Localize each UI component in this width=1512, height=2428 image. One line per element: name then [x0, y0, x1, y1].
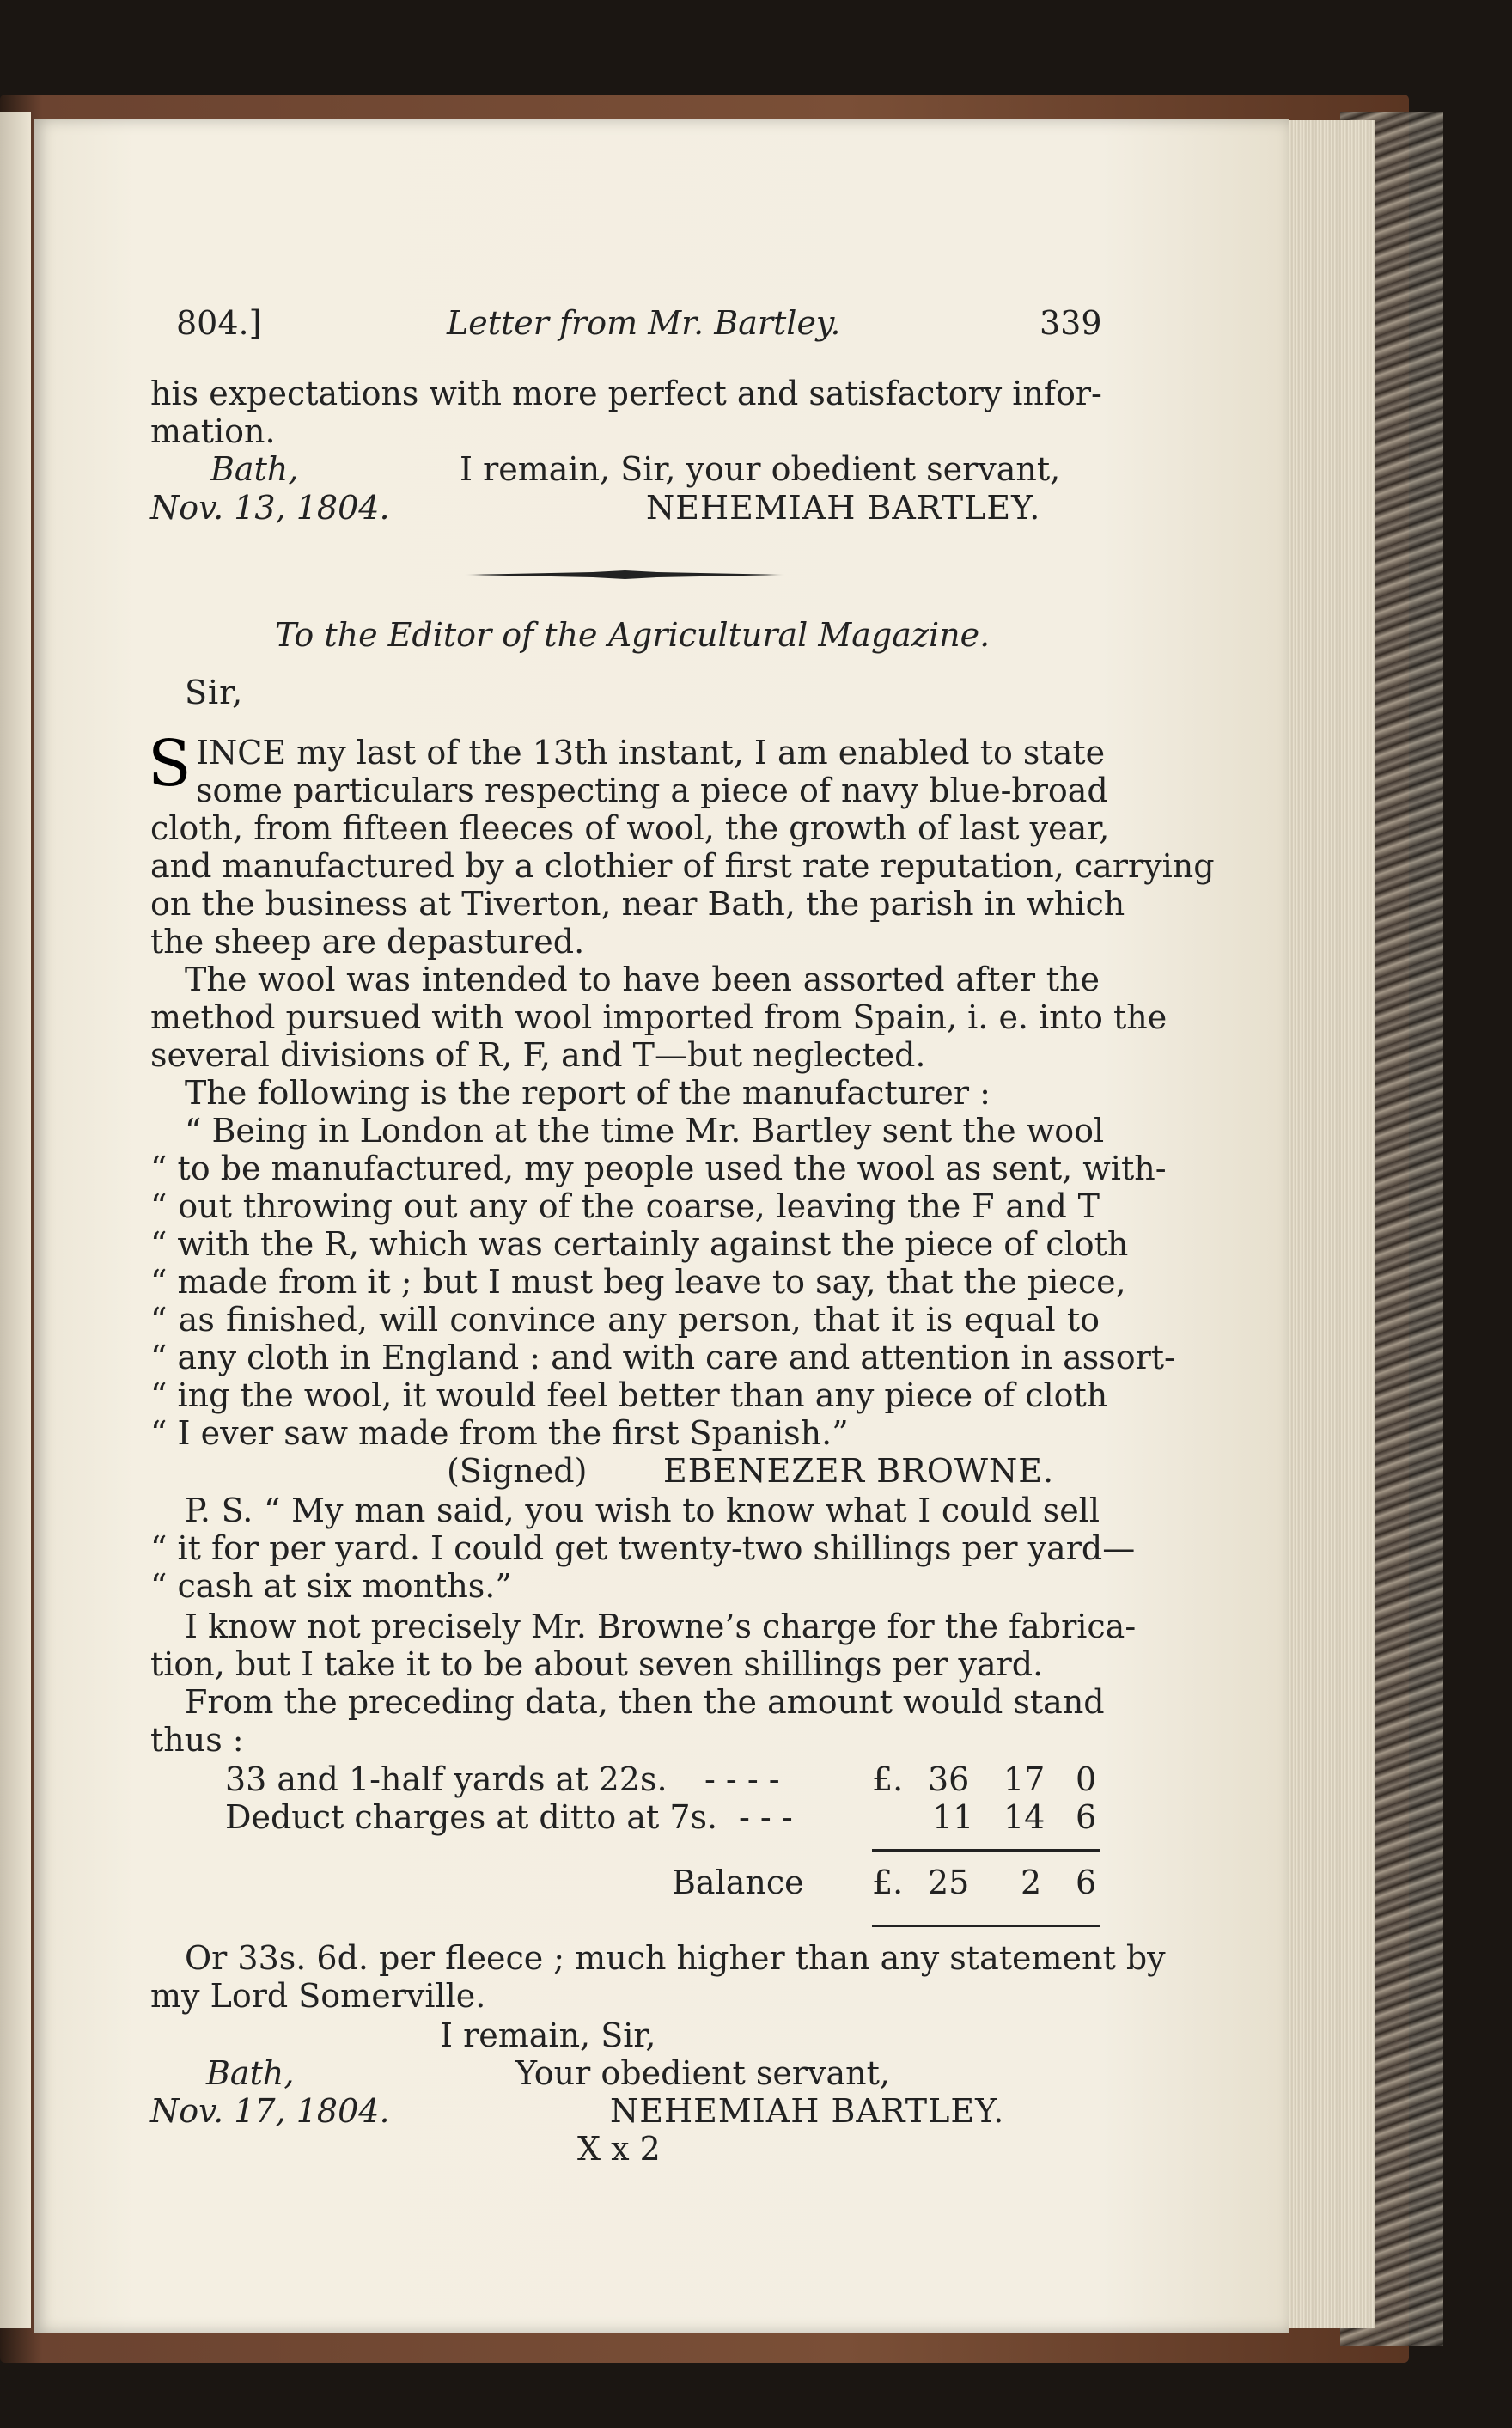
quote-line-7: “ any cloth in England : and with care and attention in assort- [150, 1339, 1175, 1376]
p1-line-4: and manufactured by a clothier of first rate reputation, carrying [150, 847, 1215, 885]
p2-line-1: The wool was intended to have been assorted after the [185, 961, 1100, 998]
account-row1-label: 33 and 1-half yards at 22s. [225, 1760, 668, 1798]
account-row1-pounds: 36 [928, 1760, 970, 1798]
account-row2-shillings: 14 [1003, 1798, 1046, 1836]
account-row1-pound: £. [872, 1760, 904, 1798]
prev-letter-remain: I remain, Sir, your obedient servant, [460, 450, 1061, 488]
ps-line-3: “ cash at six months.” [150, 1567, 512, 1605]
account-row2-dashes: - - - [739, 1798, 793, 1836]
p6-line-2: my Lord Somerville. [150, 1977, 486, 2015]
page-edges [1280, 120, 1375, 2328]
account-row2-pounds: 11 [932, 1798, 974, 1836]
p4-line-1: I know not precisely Mr. Browne’s charge for the fabrica- [185, 1607, 1137, 1645]
quote-line-1: “ Being in London at the time Mr. Bartley sent the wool [185, 1112, 1105, 1150]
closing-servant: Your obedient servant, [515, 2054, 890, 2092]
account-balance-label: Balance [672, 1864, 804, 1901]
account-balance-rule [872, 1925, 1100, 1927]
account-balance-pound: £. [872, 1864, 904, 1901]
account-sum-rule [872, 1849, 1100, 1852]
prev-letter-place: Bath, [210, 450, 299, 488]
quote-line-2: “ to be manufactured, my people used the wool as sent, with- [150, 1150, 1167, 1187]
drop-cap: S [148, 727, 192, 801]
signed-label: (Signed) [447, 1452, 588, 1490]
prev-letter-date: Nov. 13, 1804. [150, 489, 390, 527]
account-row2-pence: 6 [1076, 1798, 1097, 1836]
signature-mark: X x 2 [577, 2130, 661, 2168]
closing-place: Bath, [206, 2054, 295, 2092]
prev-letter-line-1: his expectations with more perfect and satisfactory infor- [150, 375, 1102, 412]
closing-date: Nov. 17, 1804. [150, 2092, 390, 2130]
signed-name: EBENEZER BROWNE. [663, 1452, 1055, 1490]
letter-heading: To the Editor of the Agricultural Magazine. [275, 616, 991, 654]
p4-line-2: tion, but I take it to be about seven shillings per yard. [150, 1645, 1044, 1683]
closing-signature: NEHEMIAH BARTLEY. [610, 2092, 1005, 2130]
running-head-left: 804.] [176, 304, 262, 342]
account-row2-label: Deduct charges at ditto at 7s. [225, 1798, 718, 1836]
p1-line-1: INCE my last of the 13th instant, I am enabled to state [196, 734, 1106, 772]
ps-line-1: P. S. “ My man said, you wish to know what I could sell [185, 1492, 1100, 1529]
quote-line-6: “ as finished, will convince any person, that it is equal to [150, 1301, 1100, 1339]
quote-line-9: “ I ever saw made from the first Spanish.” [150, 1414, 849, 1452]
prev-letter-signature: NEHEMIAH BARTLEY. [646, 489, 1041, 527]
quote-line-3: “ out throwing out any of the coarse, leaving the F and T [150, 1187, 1100, 1225]
account-balance-pounds: 25 [928, 1864, 970, 1901]
account-row1-shillings: 17 [1003, 1760, 1046, 1798]
running-head-title: Letter from Mr. Bartley. [447, 304, 841, 342]
quote-line-5: “ made from it ; but I must beg leave to say, that the piece, [150, 1263, 1126, 1301]
ps-line-2: “ it for per yard. I could get twenty-two shillings per yard— [150, 1529, 1136, 1567]
closing-remain: I remain, Sir, [440, 2016, 656, 2054]
running-head [176, 305, 1100, 348]
p6-line-1: Or 33s. 6d. per fleece ; much higher than any statement by [185, 1939, 1166, 1977]
p2-line-3: several divisions of R, F, and T—but neglected. [150, 1036, 926, 1074]
p1-line-6: the sheep are depastured. [150, 923, 585, 961]
prev-letter-line-2: mation. [150, 412, 276, 450]
p5-line-2: thus : [150, 1721, 244, 1759]
account-balance-shillings: 2 [1021, 1864, 1042, 1901]
previous-page-edge [0, 112, 31, 2328]
p2-line-2: method pursued with wool imported from Spain, i. e. into the [150, 998, 1168, 1036]
account-row1-dashes: - - - - [704, 1760, 780, 1798]
p1-line-2: some particulars respecting a piece of navy blue-broad [196, 772, 1108, 809]
account-row1-pence: 0 [1076, 1760, 1097, 1798]
p3: The following is the report of the manufacturer : [185, 1074, 991, 1112]
page-number: 339 [1040, 304, 1102, 342]
p1-line-5: on the business at Tiverton, near Bath, the parish in which [150, 885, 1125, 923]
p5-line-1: From the preceding data, then the amount would stand [185, 1683, 1105, 1721]
account-balance-pence: 6 [1076, 1864, 1097, 1901]
quote-line-8: “ ing the wool, it would feel better than any piece of cloth [150, 1376, 1108, 1414]
quote-line-4: “ with the R, which was certainly against the piece of cloth [150, 1225, 1129, 1263]
salutation: Sir, [185, 674, 244, 711]
p1-line-3: cloth, from fifteen fleeces of wool, the growth of last year, [150, 809, 1110, 847]
